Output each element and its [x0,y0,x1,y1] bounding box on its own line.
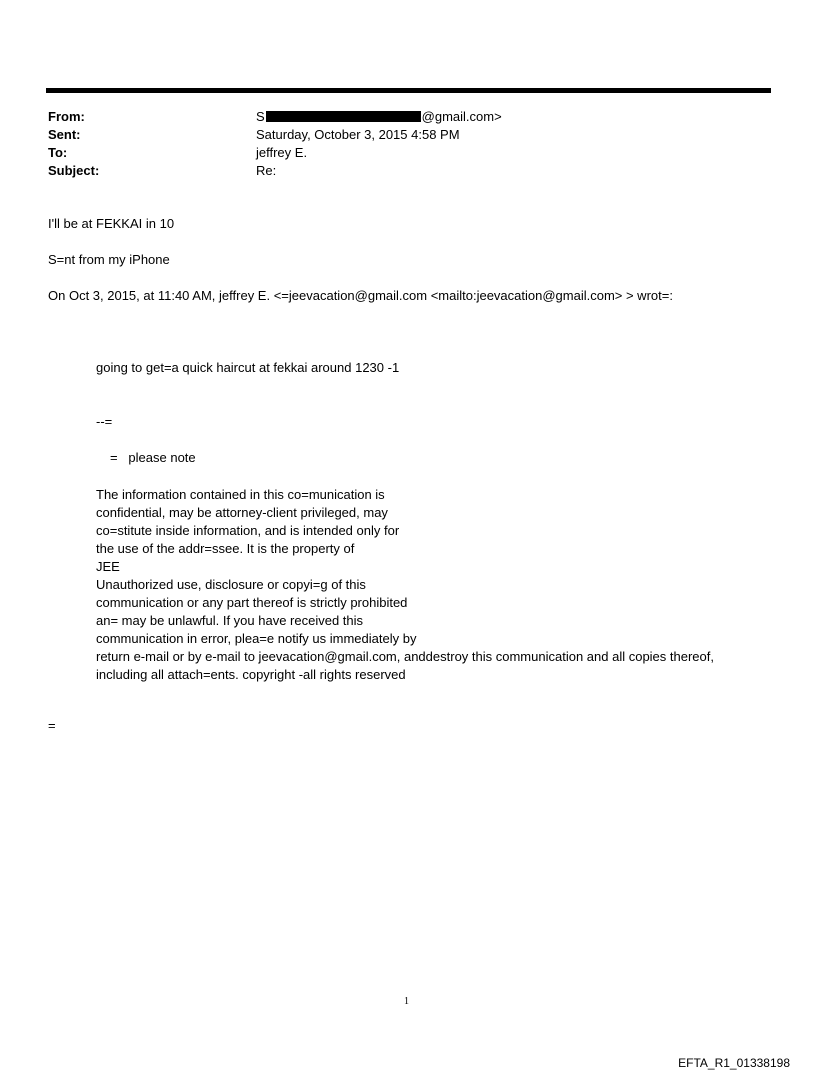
signature-line: S=nt from my iPhone [48,252,170,267]
header-rule [46,88,771,93]
disclaimer-line: communication in error, plea=e notify us immediately by [96,631,417,646]
subject-label: Subject: [48,163,100,178]
subject-value: Re: [256,163,277,178]
please-note: = please note [110,450,196,465]
disclaimer-line: the use of the addr=ssee. It is the property of [96,541,355,556]
redaction-bar [266,111,421,122]
subject-row [48,162,748,180]
to-value: jeffrey E. [256,145,308,160]
disclaimer-line: The information contained in this co=munication is [96,487,385,502]
disclaimer-block [96,486,714,684]
disclaimer-line: co=stitute inside information, and is intended only for [96,523,400,538]
to-row [48,144,748,162]
from-label: From: [48,109,85,124]
sent-label: Sent: [48,127,81,142]
disclaimer-line: JEE [96,559,120,574]
disclaimer-line: including all attach=ents. copyright -all rights reserved [96,667,406,682]
disclaimer-line: return e-mail or by e-mail to jeevacation@gmail.com, anddestroy this communication and all copies thereof, [96,649,714,664]
quoted-message: going to get=a quick haircut at fekkai around 1230 -1 [96,360,400,375]
sent-row [48,126,748,144]
quote-intro: On Oct 3, 2015, at 11:40 AM, jeffrey E. <=jeevacation@gmail.com <mailto:jeevacation@gmail.com> > wrot=: [48,288,673,303]
from-value-end: @gmail.com> [421,109,502,124]
from-value [256,108,502,126]
from-value-start: S [256,109,265,124]
email-header [48,108,748,180]
reply-line: I'll be at FEKKAI in 10 [48,216,175,231]
to-label: To: [48,145,68,160]
disclaimer-line: confidential, may be attorney-client privileged, may [96,505,388,520]
trailing-equals: = [48,718,56,733]
quoted-separator: --= [96,414,113,429]
disclaimer-line: an= may be unlawful. If you have received this [96,613,364,628]
bates-number: EFTA_R1_01338198 [678,1056,790,1070]
sent-value: Saturday, October 3, 2015 4:58 PM [256,127,460,142]
from-row [48,108,748,126]
disclaimer-line: Unauthorized use, disclosure or copyi=g of this [96,577,366,592]
page-number: 1 [404,996,409,1007]
disclaimer-line: communication or any part thereof is strictly prohibited [96,595,408,610]
